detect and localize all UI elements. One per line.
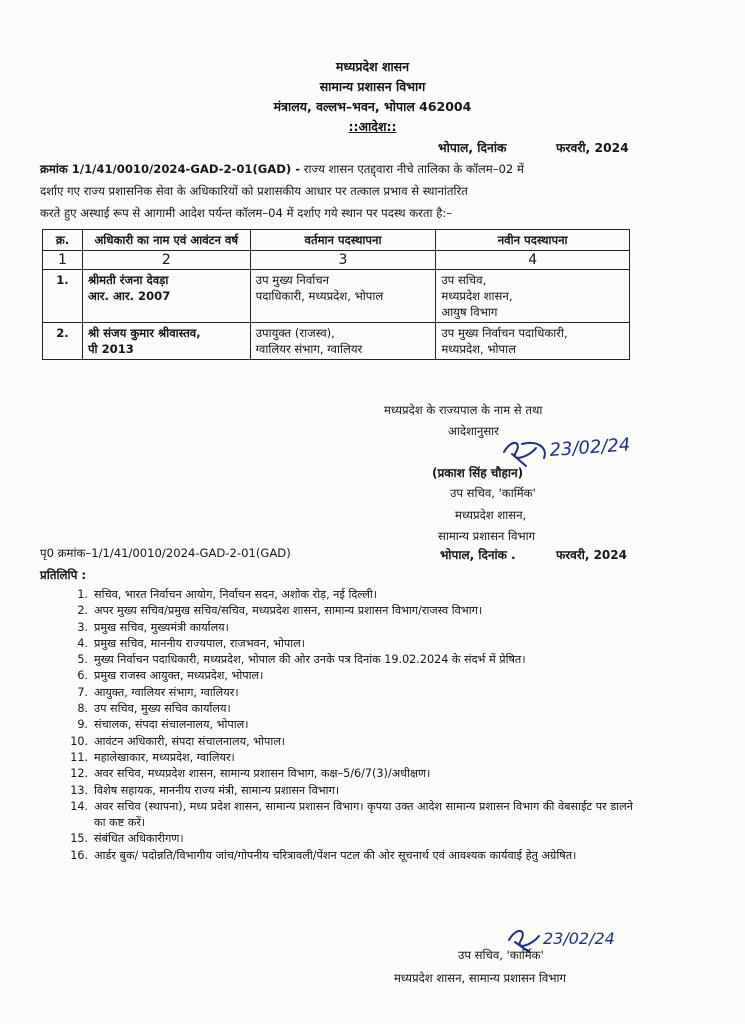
intro-line-3: करते हुए अस्थाई रूप से आगामी आदेश पर्यन्त कॉलम–04 में दर्शाए गये स्थान पर पदस्थ करता है:– xyxy=(40,206,453,220)
list-item-text: प्रमुख राजस्व आयुक्त, मध्यप्रदेश, भोपाल। xyxy=(94,669,264,683)
signatory-name: (प्रकाश सिंह चौहान) xyxy=(432,466,524,480)
posting-table xyxy=(42,229,630,360)
list-item-text: प्रमुख सचिव, मुख्यमंत्री कार्यालय। xyxy=(94,620,229,634)
list-item-text: अपर मुख्य सचिव/प्रमुख सचिव/सचिव, मध्यप्रदेश शासन, सामान्य प्रशासन विभाग/राजस्व विभाग। xyxy=(94,604,483,618)
list-item-number: 9. xyxy=(77,718,88,732)
row-sno: 2. xyxy=(43,323,83,360)
list-item-number: 6. xyxy=(77,669,88,683)
list-item xyxy=(66,652,646,668)
governor-name-line: मध्यप्रदेश के राज्यपाल के नाम से तथा xyxy=(384,403,543,417)
table-column-number-row xyxy=(43,251,630,270)
endorsement-reference: पृ0 क्रमांक–1/1/41/0010/2024-GAD-2-01(GAD) xyxy=(40,546,291,560)
officer-name: श्रीमती रंजना देवड़ा xyxy=(87,273,169,287)
list-item-text: विशेष सहायक, माननीय राज्य मंत्री, सामान्य प्रशासन विभाग। xyxy=(94,783,340,797)
order-title: ::आदेश:: xyxy=(348,119,397,134)
list-item xyxy=(66,766,646,782)
col-number: 2 xyxy=(82,251,250,270)
list-item xyxy=(66,685,646,701)
list-item xyxy=(66,668,646,684)
list-item-number: 4. xyxy=(77,636,88,650)
order-reference: क्रमांक 1/1/41/0010/2024-GAD-2-01(GAD) - xyxy=(40,162,301,176)
list-item-number: 7. xyxy=(77,685,88,699)
copy-to-label: प्रतिलिपि : xyxy=(40,568,87,582)
header-department: सामान्य प्रशासन विभाग xyxy=(319,79,426,94)
endorsement-month-year: फरवरी, 2024 xyxy=(556,548,627,562)
table-header-row xyxy=(43,230,630,251)
dateline-label: भोपाल, दिनांक xyxy=(438,141,507,155)
list-item-number: 14. xyxy=(70,799,88,813)
list-item xyxy=(66,701,646,717)
list-item-number: 16. xyxy=(70,848,88,862)
list-item-text: उप सचिव, मुख्य सचिव कार्यालय। xyxy=(94,702,231,716)
table-row xyxy=(43,270,630,323)
list-item-number: 10. xyxy=(70,734,88,748)
footer-designation: उप सचिव, 'कार्मिक' xyxy=(458,948,544,962)
list-item xyxy=(66,799,646,832)
header-new-posting: नवीन पदस्थापना xyxy=(436,230,630,251)
list-item xyxy=(66,717,646,733)
list-item-number: 11. xyxy=(70,750,88,764)
officer-name: श्री संजय कुमार श्रीवास्तव, xyxy=(87,326,201,340)
new-posting: मध्यप्रदेश शासन, xyxy=(441,289,513,303)
list-item-text: संबंधित अधिकारीगण। xyxy=(94,832,184,846)
intro-line-2: दर्शाए गए राज्य प्रशासनिक सेवा के अधिकारियों को प्रशासकीय आधार पर तत्काल प्रभाव से स्थानांतरित xyxy=(40,184,468,198)
row-sno: 1. xyxy=(43,270,83,323)
list-item-number: 8. xyxy=(77,702,88,716)
signature-date-2: 23/02/24 xyxy=(543,929,615,948)
new-posting: उप सचिव, xyxy=(441,273,487,287)
list-item xyxy=(66,734,646,750)
list-item-text: प्रमुख सचिव, माननीय राज्यपाल, राजभवन, भोपाल। xyxy=(94,636,305,650)
officer-batch: पी 2013 xyxy=(87,342,134,356)
endorsement-date-label: भोपाल, दिनांक . xyxy=(440,548,516,562)
list-item xyxy=(66,848,646,864)
header-officer-name: अधिकारी का नाम एवं आवंटन वर्ष xyxy=(82,230,250,251)
list-item-number: 1. xyxy=(77,588,88,601)
list-item-number: 3. xyxy=(77,620,88,634)
new-posting: आयुष विभाग xyxy=(441,305,498,319)
current-posting: ग्वालियर संभाग, ग्वालियर xyxy=(255,342,363,356)
list-item xyxy=(66,783,646,799)
signatory-government: मध्यप्रदेश शासन, xyxy=(455,508,527,522)
current-posting: पदाधिकारी, मध्यप्रदेश, भोपाल xyxy=(255,289,384,303)
copy-recipients-list xyxy=(66,587,646,864)
list-item xyxy=(66,587,646,603)
signatory-designation: उप सचिव, 'कार्मिक' xyxy=(450,486,536,500)
signature-mark-1 xyxy=(498,430,648,490)
list-item xyxy=(66,636,646,652)
col-number: 4 xyxy=(436,251,630,270)
header-address: मंत्रालय, वल्लभ–भवन, भोपाल 462004 xyxy=(273,99,472,114)
new-posting: उप मुख्य निर्वाचन पदाधिकारी, xyxy=(441,326,568,340)
list-item-number: 12. xyxy=(70,767,88,781)
list-item-text: महालेखाकार, मध्यप्रदेश, ग्वालियर। xyxy=(94,750,235,764)
list-item xyxy=(66,831,646,847)
signatory-department: सामान्य प्रशासन विभाग xyxy=(438,529,536,543)
list-item xyxy=(66,620,646,636)
list-item-number: 13. xyxy=(70,783,88,797)
col-number: 3 xyxy=(250,251,436,270)
new-posting: मध्यप्रदेश, भोपाल xyxy=(441,342,516,356)
header-government: मध्यप्रदेश शासन xyxy=(335,59,410,74)
signature-date-1: 23/02/24 xyxy=(548,434,631,461)
list-item-text: आवंटन अधिकारी, संपदा संचालनालय, भोपाल। xyxy=(94,734,286,748)
list-item-number: 2. xyxy=(77,604,88,618)
col-number: 1 xyxy=(43,251,83,270)
list-item-text: सचिव, भारत निर्वाचन आयोग, निर्वाचन सदन, अशोक रोड़, नई दिल्ली। xyxy=(94,588,378,601)
header-sno: क्र. xyxy=(43,230,83,251)
list-item-text: अवर सचिव (स्थापना), मध्य प्रदेश शासन, सामान्य प्रशासन विभाग। कृपया उक्त आदेश सामान्य प्रशासन विभाग की वेबसाईट पर डालने का कष्ट करें। xyxy=(94,799,633,830)
current-posting: उप मुख्य निर्वाचन xyxy=(255,273,330,287)
intro-line-1: राज्य शासन एतद्द्वारा नीचे तालिका के कॉलम–02 में xyxy=(303,162,524,176)
list-item-text: अवर सचिव, मध्यप्रदेश शासन, सामान्य प्रशासन विभाग, कक्ष–5/6/7(3)/अधीक्षण। xyxy=(94,767,431,781)
dateline-month-year: फरवरी, 2024 xyxy=(556,141,629,155)
header-current-posting: वर्तमान पदस्थापना xyxy=(250,230,436,251)
list-item xyxy=(66,750,646,766)
by-order-line: आदेशानुसार xyxy=(448,424,499,438)
current-posting: उपायुक्त (राजस्व), xyxy=(255,326,335,340)
table-row xyxy=(43,323,630,360)
list-item-text: आर्डर बुक/ पदोन्नति/विभागीय जांच/गोपनीय चरित्रावली/पेंशन पटल की ओर सूचनार्थ एवं आवश्यक कार्यवाई हेतु अग्रेषित। xyxy=(94,848,577,862)
list-item-text: आयुक्त, ग्वालियर संभाग, ग्वालियर। xyxy=(94,685,239,699)
list-item xyxy=(66,603,646,619)
list-item-number: 15. xyxy=(70,832,88,846)
list-item-number: 5. xyxy=(77,653,88,667)
list-item-text: संचालक, संपदा संचालनालय, भोपाल। xyxy=(94,718,249,732)
footer-department: मध्यप्रदेश शासन, सामान्य प्रशासन विभाग xyxy=(394,971,567,985)
officer-batch: आर. आर. 2007 xyxy=(87,289,171,303)
list-item-text: मुख्य निर्वाचन पदाधिकारी, मध्यप्रदेश, भोपाल की ओर उनके पत्र दिनांक 19.02.2024 के संदर्भ में प्रेषित। xyxy=(94,653,526,667)
